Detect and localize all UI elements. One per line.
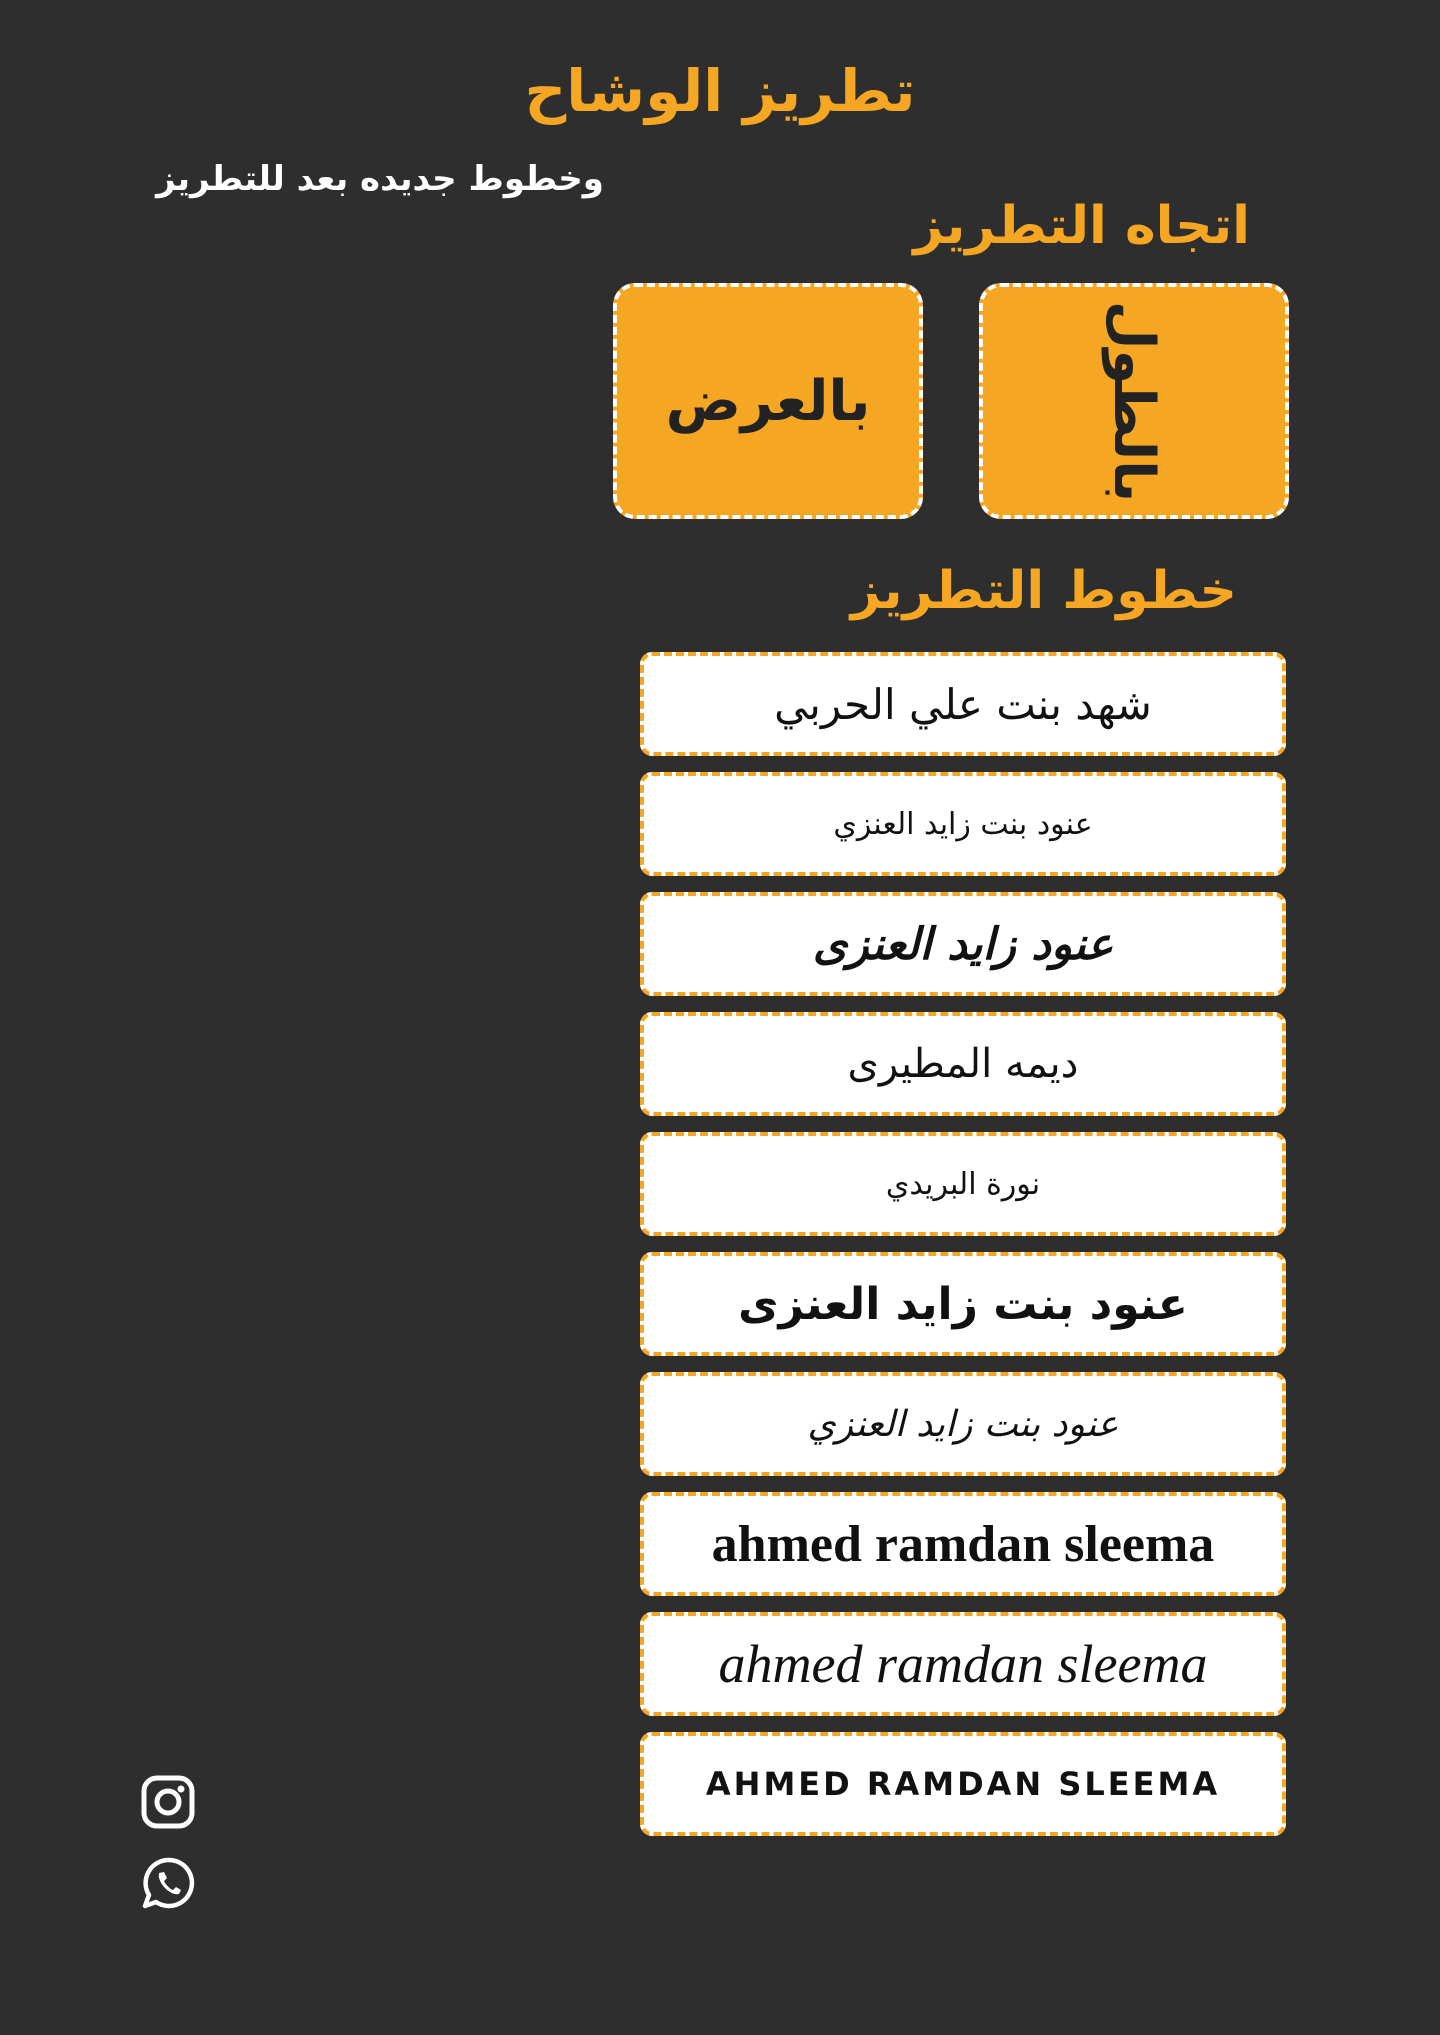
direction-option-width-label: بالعرض (665, 368, 871, 434)
font-sample-1[interactable]: شهد بنت علي الحربي (640, 652, 1286, 756)
font-sample-8[interactable]: ahmed ramdan sleema (640, 1492, 1286, 1596)
fonts-heading: خطوط التطريز (850, 561, 1237, 621)
page-title: تطريز الوشاح (524, 57, 916, 125)
font-sample-2[interactable]: عنود بنت زايد العنزي (640, 772, 1286, 876)
direction-option-length[interactable] (979, 283, 1289, 519)
direction-option-width[interactable] (613, 283, 923, 519)
font-sample-7[interactable]: عنود بنت زايد العنزي (640, 1372, 1286, 1476)
direction-heading: اتجاه التطريز (913, 196, 1250, 256)
font-sample-5[interactable]: نورة البريدي (640, 1132, 1286, 1236)
whatsapp-icon[interactable] (140, 1855, 196, 1911)
font-sample-10[interactable]: AHMED RAMDAN SLEEMA (640, 1732, 1286, 1836)
font-samples-list (640, 652, 1286, 1852)
font-sample-9[interactable]: ahmed ramdan sleema (640, 1612, 1286, 1716)
font-sample-3[interactable]: عنود زايد العنزى (640, 892, 1286, 996)
instagram-icon[interactable] (140, 1774, 196, 1830)
font-sample-6[interactable]: عنود بنت زايد العنزى (640, 1252, 1286, 1356)
direction-option-length-label: بالطول (1101, 300, 1167, 502)
font-sample-4[interactable]: ديمه المطيرى (640, 1012, 1286, 1116)
page-subtitle: وخطوط جديده بعد للتطريز (156, 159, 604, 199)
